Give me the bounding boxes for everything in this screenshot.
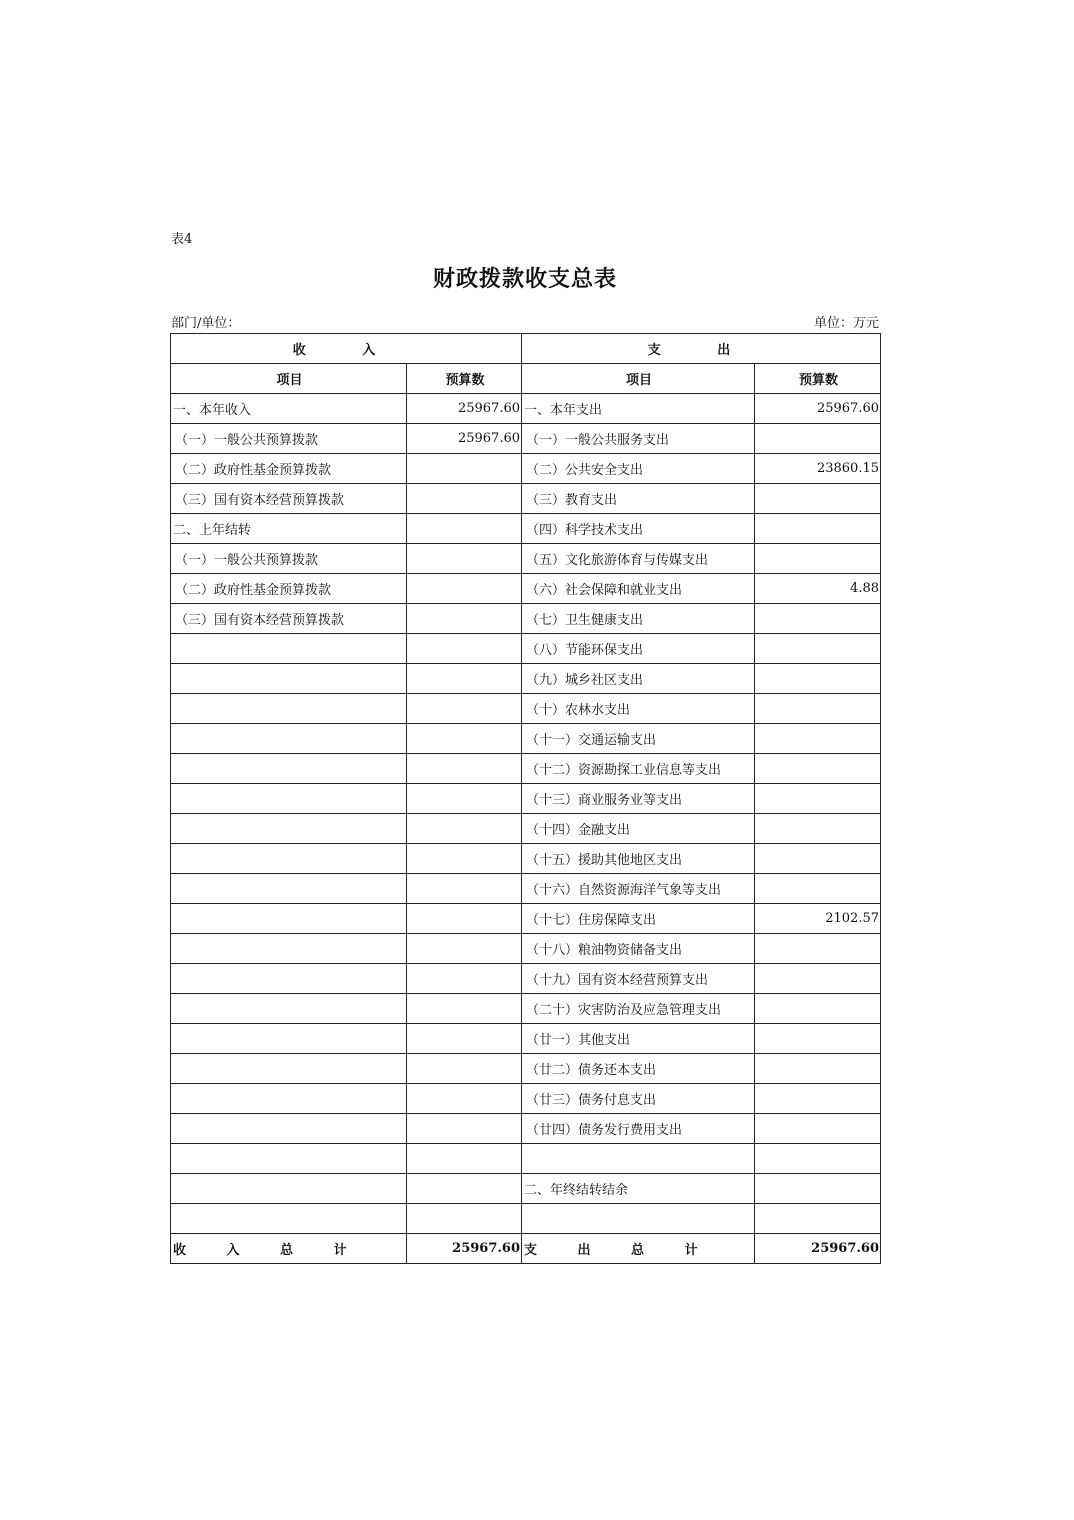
income-item-cell: （三）国有资本经营预算拨款 (171, 604, 407, 634)
income-item-cell (171, 994, 407, 1024)
table-row (171, 844, 881, 874)
income-value-cell (407, 904, 522, 934)
expense-value-cell: 23860.15 (755, 454, 881, 484)
income-value-cell (407, 454, 522, 484)
income-header: 收 入 (171, 334, 522, 364)
expense-value-cell (755, 1114, 881, 1144)
expense-item-cell: （二）公共安全支出 (522, 454, 755, 484)
income-value-cell (407, 1204, 522, 1234)
section-header-row (171, 334, 881, 364)
expense-budget-header: 预算数 (755, 364, 881, 394)
income-value-cell (407, 484, 522, 514)
expense-item-cell: （十三）商业服务业等支出 (522, 784, 755, 814)
income-total-value: 25967.60 (407, 1234, 522, 1264)
table-row (171, 724, 881, 754)
expense-item-cell: （十九）国有资本经营预算支出 (522, 964, 755, 994)
table-row (171, 754, 881, 784)
expense-value-cell (755, 544, 881, 574)
table-row (171, 484, 881, 514)
expense-item-header: 项目 (522, 364, 755, 394)
table-row (171, 784, 881, 814)
expense-item-cell (522, 1204, 755, 1234)
total-row (171, 1234, 881, 1264)
income-value-cell (407, 544, 522, 574)
income-value-cell (407, 964, 522, 994)
income-value-cell (407, 664, 522, 694)
expense-total-label: 支 出 总 计 (522, 1234, 755, 1264)
income-value-cell (407, 574, 522, 604)
income-value-cell (407, 724, 522, 754)
table-row (171, 454, 881, 484)
expense-value-cell (755, 1174, 881, 1204)
table-row (171, 1054, 881, 1084)
income-item-cell (171, 784, 407, 814)
table-row (171, 1084, 881, 1114)
income-total-label: 收 入 总 计 (171, 1234, 407, 1264)
expense-value-cell (755, 814, 881, 844)
income-item-cell (171, 934, 407, 964)
expense-value-cell (755, 784, 881, 814)
expense-value-cell (755, 484, 881, 514)
income-value-cell (407, 1114, 522, 1144)
income-item-cell (171, 634, 407, 664)
income-item-cell (171, 1054, 407, 1084)
expense-item-cell: （廿三）债务付息支出 (522, 1084, 755, 1114)
expense-value-cell: 4.88 (755, 574, 881, 604)
income-item-cell (171, 1114, 407, 1144)
income-value-cell (407, 514, 522, 544)
income-budget-header: 预算数 (407, 364, 522, 394)
expense-value-cell (755, 964, 881, 994)
expense-item-cell: （三）教育支出 (522, 484, 755, 514)
table-row (171, 814, 881, 844)
income-item-cell: 一、本年收入 (171, 394, 407, 424)
income-value-cell (407, 844, 522, 874)
expense-item-cell: 一、本年支出 (522, 394, 755, 424)
table-row (171, 424, 881, 454)
income-value-cell (407, 1144, 522, 1174)
expense-item-cell: （廿四）债务发行费用支出 (522, 1114, 755, 1144)
table-row (171, 964, 881, 994)
expense-item-cell: （十七）住房保障支出 (522, 904, 755, 934)
expense-value-cell (755, 664, 881, 694)
income-value-cell (407, 754, 522, 784)
table-row (171, 874, 881, 904)
income-item-cell (171, 904, 407, 934)
income-item-cell: （二）政府性基金预算拨款 (171, 574, 407, 604)
income-item-cell: （三）国有资本经营预算拨款 (171, 484, 407, 514)
income-value-cell (407, 1084, 522, 1114)
income-item-cell (171, 1174, 407, 1204)
income-value-cell (407, 604, 522, 634)
expense-value-cell (755, 514, 881, 544)
expense-item-cell: （廿二）债务还本支出 (522, 1054, 755, 1084)
expense-item-cell: （九）城乡社区支出 (522, 664, 755, 694)
income-value-cell (407, 784, 522, 814)
expense-item-cell: （十四）金融支出 (522, 814, 755, 844)
expense-value-cell (755, 634, 881, 664)
income-item-cell (171, 1084, 407, 1114)
expense-header: 支 出 (522, 334, 881, 364)
expense-value-cell (755, 424, 881, 454)
expense-value-cell (755, 724, 881, 754)
expense-item-cell: （十二）资源勘探工业信息等支出 (522, 754, 755, 784)
table-row (171, 394, 881, 424)
table-row (171, 604, 881, 634)
table-number: 表4 (171, 232, 193, 247)
expense-item-cell: 二、年终结转结余 (522, 1174, 755, 1204)
expense-item-cell: （八）节能环保支出 (522, 634, 755, 664)
income-value-cell (407, 634, 522, 664)
expense-item-cell: （二十）灾害防治及应急管理支出 (522, 994, 755, 1024)
column-header-row (171, 364, 881, 394)
expense-value-cell (755, 604, 881, 634)
expense-item-cell: （五）文化旅游体育与传媒支出 (522, 544, 755, 574)
expense-item-cell: （廿一）其他支出 (522, 1024, 755, 1054)
expense-value-cell (755, 934, 881, 964)
income-value-cell (407, 1054, 522, 1084)
income-value-cell (407, 694, 522, 724)
income-item-cell (171, 1204, 407, 1234)
table-row (171, 934, 881, 964)
income-item-cell: （一）一般公共预算拨款 (171, 544, 407, 574)
expense-value-cell (755, 874, 881, 904)
expense-item-cell: （六）社会保障和就业支出 (522, 574, 755, 604)
table-row (171, 634, 881, 664)
expense-value-cell (755, 694, 881, 724)
income-item-cell (171, 844, 407, 874)
expense-total-value: 25967.60 (755, 1234, 881, 1264)
unit-label: 单位：万元 (813, 316, 879, 331)
income-value-cell (407, 1174, 522, 1204)
expense-value-cell (755, 1054, 881, 1084)
budget-table (170, 333, 881, 1264)
table-row (171, 574, 881, 604)
expense-item-cell (522, 1144, 755, 1174)
expense-value-cell (755, 1024, 881, 1054)
income-value-cell: 25967.60 (407, 424, 522, 454)
income-value-cell (407, 814, 522, 844)
income-item-cell (171, 964, 407, 994)
table-row (171, 1144, 881, 1174)
expense-value-cell: 2102.57 (755, 904, 881, 934)
expense-item-cell: （一）一般公共服务支出 (522, 424, 755, 454)
income-value-cell (407, 994, 522, 1024)
income-item-cell (171, 664, 407, 694)
income-item-cell (171, 754, 407, 784)
expense-value-cell (755, 844, 881, 874)
income-item-cell: （二）政府性基金预算拨款 (171, 454, 407, 484)
table-row (171, 1024, 881, 1054)
table-row (171, 1114, 881, 1144)
table-row (171, 1174, 881, 1204)
expense-value-cell (755, 1204, 881, 1234)
table-row (171, 1204, 881, 1234)
income-item-cell (171, 814, 407, 844)
table-row (171, 514, 881, 544)
income-item-cell (171, 1024, 407, 1054)
income-item-cell: （一）一般公共预算拨款 (171, 424, 407, 454)
expense-item-cell: （四）科学技术支出 (522, 514, 755, 544)
table-row (171, 994, 881, 1024)
table-row (171, 544, 881, 574)
department-label: 部门/单位： (171, 316, 241, 331)
income-item-cell (171, 694, 407, 724)
expense-item-cell: （七）卫生健康支出 (522, 604, 755, 634)
income-item-cell: 二、上年结转 (171, 514, 407, 544)
income-value-cell: 25967.60 (407, 394, 522, 424)
page-title: 财政拨款收支总表 (432, 266, 617, 292)
income-item-cell (171, 724, 407, 754)
expense-value-cell (755, 754, 881, 784)
table-row (171, 904, 881, 934)
expense-value-cell (755, 994, 881, 1024)
income-item-header: 项目 (171, 364, 407, 394)
table-row (171, 664, 881, 694)
expense-item-cell: （十）农林水支出 (522, 694, 755, 724)
expense-item-cell: （十一）交通运输支出 (522, 724, 755, 754)
expense-value-cell (755, 1084, 881, 1114)
income-item-cell (171, 874, 407, 904)
expense-value-cell (755, 1144, 881, 1174)
income-item-cell (171, 1144, 407, 1174)
income-value-cell (407, 1024, 522, 1054)
income-value-cell (407, 934, 522, 964)
expense-item-cell: （十八）粮油物资储备支出 (522, 934, 755, 964)
table-row (171, 694, 881, 724)
income-value-cell (407, 874, 522, 904)
expense-item-cell: （十五）援助其他地区支出 (522, 844, 755, 874)
expense-item-cell: （十六）自然资源海洋气象等支出 (522, 874, 755, 904)
expense-value-cell: 25967.60 (755, 394, 881, 424)
